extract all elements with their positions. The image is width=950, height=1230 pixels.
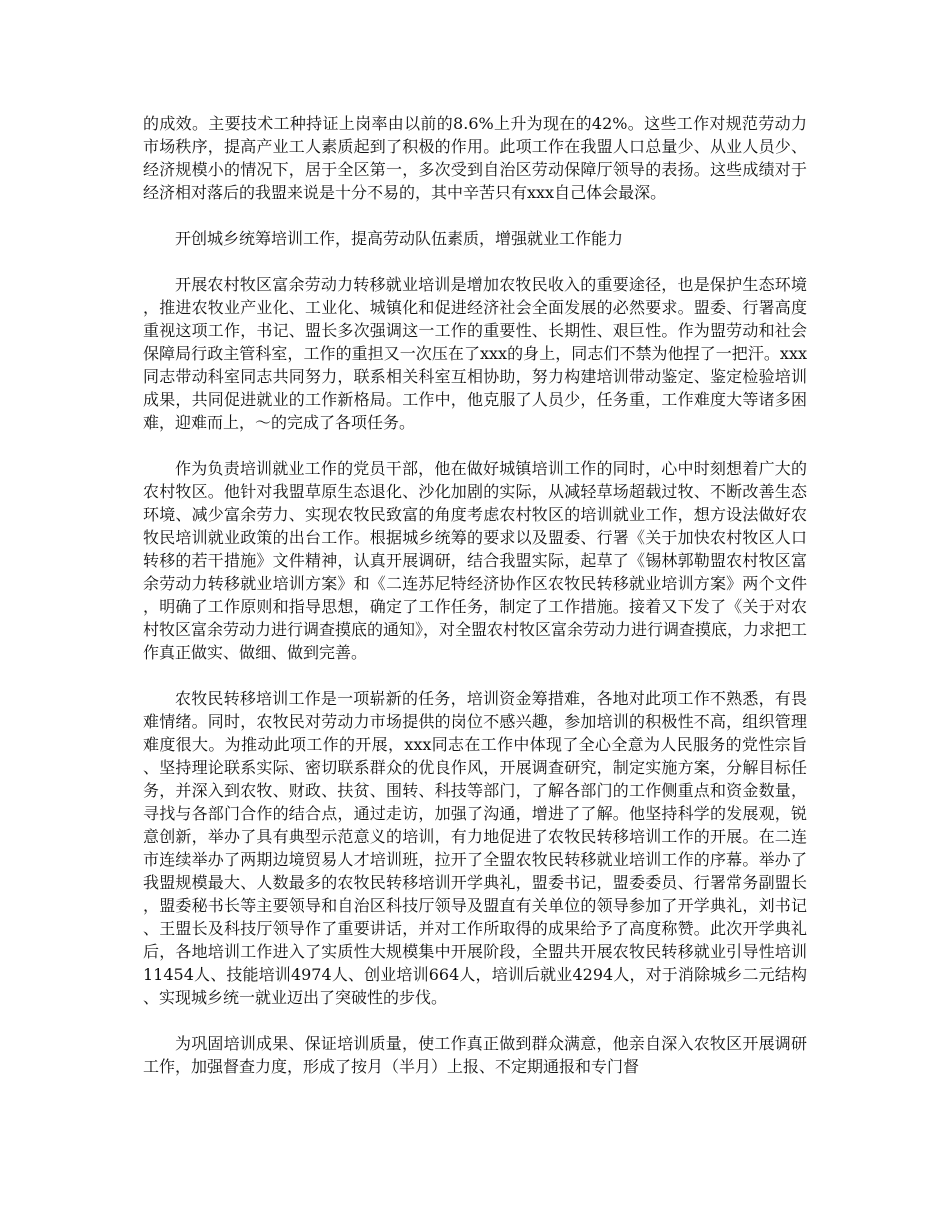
paragraph: 农牧民转移培训工作是一项崭新的任务，培训资金筹措难，各地对此项工作不熟悉，有畏难情绪。同时，农牧民对劳动力市场提供的岗位不感兴趣，参加培训的积极性不高，组织管理难度很大。为推动此项工作的开展，xxx同志在工作中体现了全心全意为人民服务的党性宗旨、坚持理论联系实际、密切联系群众的优良作风，开展调查研究，制定实施方案，分解目标任务，并深入到农牧、财政、扶贫、围转、科技等部门，了解各部门的工作侧重点和资金数量，寻找与各部门合作的结合点，通过走访，加强了沟通，增进了了解。他坚持科学的发展观，锐意创新，举办了具有典型示范意义的培训，有力地促进了农牧民转移培训工作的开展。在二连市连续举办了两期边境贸易人才培训班，拉开了全盟农牧民转移就业培训工作的序幕。举办了我盟规模最大、人数最多的农牧民转移培训开学典礼，盟委书记，盟委委员、行署常务副盟长，盟委秘书长等主要领导和自治区科技厅领导及盟直有关单位的领导参加了开学典礼，刘书记、王盟长及科技厅领导作了重要讲话，并对工作所取得的成果给予了高度称赞。此次开学典礼后，各地培训工作进入了实质性大规模集中开展阶段，全盟共开展农牧民转移就业引导性培训11454人、技能培训4974人、创业培训664人，培训后就业4294人，对于消除城乡二元结构、实现城乡统一就业迈出了突破性的步伐。 (143, 689, 807, 1007)
paragraph-continuation: 的成效。主要技术工种持证上岗率由以前的8.6%上升为现在的42%。这些工作对规范劳动力市场秩序，提高产业工人素质起到了积极的作用。此项工作在我盟人口总量少、从业人员少、经济规模小的情况下，居于全区第一，多次受到自治区劳动保障厅领导的表扬。这些成绩对于经济相对落后的我盟来说是十分不易的，其中辛苦只有xxx自己体会最深。 (143, 114, 807, 202)
paragraph: 为巩固培训成果、保证培训质量，使工作真正做到群众满意，他亲自深入农牧区开展调研工作，加强督查力度，形成了按月（半月）上报、不定期通报和专门督 (143, 1034, 807, 1076)
paragraph: 作为负责培训就业工作的党员干部，他在做好城镇培训工作的同时，心中时刻想着广大的农村牧区。他针对我盟草原生态退化、沙化加剧的实际，从减轻草场超载过牧、不断改善生态环境、减少富余劳力、实现农牧民致富的角度考虑农村牧区的培训就业工作，想方设法做好农牧民培训就业政策的出台工作。根据城乡统筹的要求以及盟委、行署《关于加快农村牧区人口转移的若干措施》文件精神，认真开展调研，结合我盟实际，起草了《锡林郭勒盟农村牧区富余劳动力转移就业培训方案》和《二连苏尼特经济协作区农牧民转移就业培训方案》两个文件，明确了工作原则和指导思想，确定了工作任务，制定了工作措施。接着又下发了《关于对农村牧区富余劳动力进行调查摸底的通知》，对全盟农村牧区富余劳动力进行调查摸底，力求把工作真正做实、做细、做到完善。 (143, 459, 808, 662)
section-heading: 开创城乡统筹培训工作，提高劳动队伍素质，增强就业工作能力 (175, 229, 624, 248)
document-page (143, 112, 807, 1078)
paragraph: 开展农村牧区富余劳动力转移就业培训是增加农牧民收入的重要途径，也是保护生态环境，推进农牧业产业化、工业化、城镇化和促进经济社会全面发展的必然要求。盟委、行署高度重视这项工作，书记、盟长多次强调这一工作的重要性、长期性、艰巨性。作为盟劳动和社会保障局行政主管科室，工作的重担又一次压在了xxx的身上，同志们不禁为他捏了一把汗。xxx同志带动科室同志共同努力，联系相关科室互相协助，努力构建培训带动鉴定、鉴定检验培训成果，共同促进就业的工作新格局。工作中，他克服了人员少，任务重，工作难度大等诸多困难，迎难而上，～的完成了各项任务。 (143, 275, 807, 432)
